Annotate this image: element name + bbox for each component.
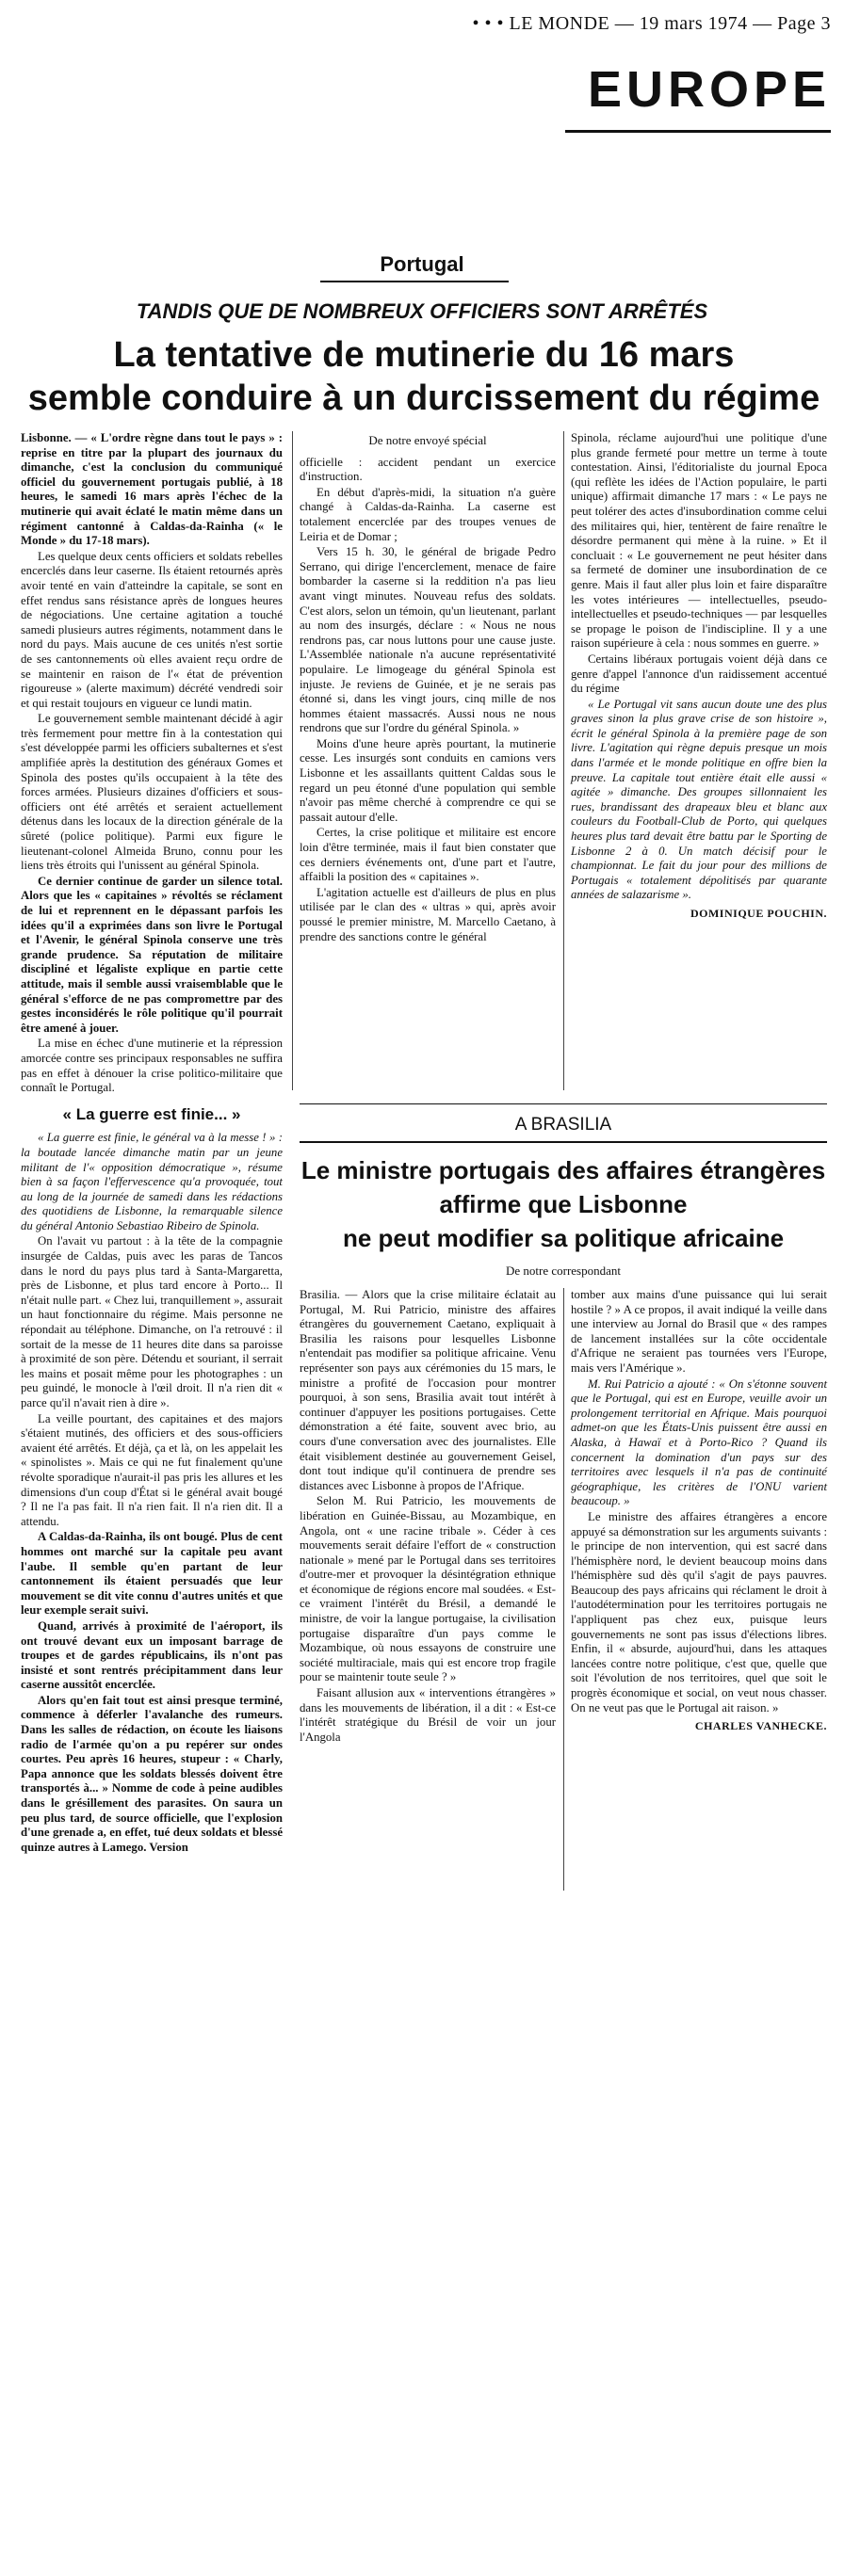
paragraph: Certains libéraux portugais voient déjà dans ce genre d'appel l'annonce d'un raidissement accentué du régime [571,652,827,696]
paragraph: Vers 15 h. 30, le général de brigade Pedro Serrano, qui dirige l'encerclement, menace de faire bombarder la caserne si la reddition n'a pas lieu avant vingt minutes. Nouveau refus des soldats. C'est alors, selon un témoin, qu'un lieutenant, parlant au nom des insurgés, déclare : « Nous ne nous rendrons pas, car nous luttons pour une cause juste. L'Assemblée nationale n'a aucune représentativité populaire. Le limogeage du général Spinola est injuste. Je reviens de Guinée, et je ne serais pas étonné si, dans les vingt jours, cinq mille de nos hommes étaient massacrés. Aussi nous ne nous rendrons que sur l'ordre du général Spinola. » [300,545,556,735]
article1-column-1 [21,431,283,1856]
paragraph: La mise en échec d'une mutinerie et la répression amorcée contre ses principaux responsables ne suffira pas en effet à dénouer la crise politico-militaire que connaît le Portugal. [21,1037,283,1095]
article2-byline: De notre correspondant [505,1264,621,1278]
column-divider [563,1288,564,1891]
paragraph: La veille pourtant, des capitaines et des majors s'étaient mutinés, des officiers et des sous-officiers avaient été arrêtés. Et déjà, ça et là, on les appelait les « spinolistes ». Mais ce qui ne fut finalement qu'une révolte sporadique n'aurait-il pas pris les allures et les dimensions d'un coup d'État si le général avait bougé ? Il ne l'a pas fait. Il n'a rien fait. Il n'a rien dit. Il a attendu. [21,1411,283,1528]
column-divider [563,431,564,1090]
paragraph: On l'avait vu partout : à la tête de la compagnie insurgée de Caldas, puis avec les paras de Tancos dans le nord du pays plus tard à Santa-Margaretta, près de Lisbonne, et plus tard encore à Porto... Il n'était nulle part. « Chez lui, tranquillement », assurait un haut fonctionnaire du régime. Mais personne ne répondait au téléphone. Dimanche, on l'a retrouvé : il sortait de la messe de 11 heures dite dans sa paroisse à proximité de son père. Détendu et souriant, il serrait les mains et posait même pour les photographes : un peu guindé, le monocle à l'œil droit. Il n'a rien dit « parce qu'il n'avait rien à dire ». [21,1234,283,1409]
paragraph: M. Rui Patricio a ajouté : « On s'étonne souvent que le Portugal, qui est en Europe, veuille avoir un prolongement territorial en Afrique. Mais pourquoi admet-on que les États-Unis puissent être aussi en Alaska, à Hawaï et à Porto-Rico ? Quand ils concernent la domination d'un pays sur des territoires avec lesquels il n'a pas de continuité géographique, les critères de l'ONU varient beaucoup. » [571,1377,827,1508]
article1-column-2 [300,431,556,945]
article2-headline-1: Le ministre portugais des affaires étrangères [300,1156,826,1184]
article2-column-1 [300,1288,556,1746]
paragraph: Le gouvernement semble maintenant décidé à agir très fermement pour mettre fin à la contestation qui s'est développée parmi les officiers subalternes et s'est amplifiée après la destitution des généraux Gomes et Spinola des postes qu'ils occupaient à la tête des forces armées. Plusieurs dizaines d'officiers et sous-officiers ont été arrêtés et seraient actuellement détenus dans les locaux de la direction générale de la sûreté (police politique). Parmi eux figure le lieutenant-colonel Almeida Bruno, connu pour les liens très étroits qui l'unissent au général Spinola. [21,712,283,873]
paragraph: Spinola, réclame aujourd'hui une politique d'une plus grande fermeté pour mettre un terme à toute contestation. Ainsi, l'éditorialiste du journal Epoca (qui reflète les idées de l'Action populaire, le parti unique) affirmait dimanche 17 mars : « Le pays ne peut tolérer des actes d'insubordination comme celui des militaires qui, hier, tentèrent de faire renaître le désordre permanent qui mène à la ruine. » Et il concluait : « Le gouvernement ne peut hésiter dans sa fermeté de dominer une insubordination de ce genre. Mais il faut aller plus loin et faire disparaître les votes intérieures — intellectuelles, pseudo-intellectuelles et pseudo-techniques — par lesquelles se propage le poison de l'indiscipline. Il y a une raison supérieure à cela : nous sommes en guerre. » [571,431,827,651]
kicker-rule [320,281,509,282]
paragraph: « Le Portugal vit sans aucun doute une des plus graves sinon la plus grave crise de son histoire », écrit le général Spinola à la première page de son livre. L'agitation qui règne depuis presque un mois dans l'armée et le monde politique en offre bien la preuve. La capitale tout entière était elle aussi « agitée » dimanche. Des groupes sillonnaient les rues, brandissant des drapeaux bleu et blanc aux couleurs du Football-Club de Porto, qui quelques heures plus tard devait être battu par le Sporting de Lisbonne 2 à 0. Un match décisif pour le championnat. Le fait du jour pour des millions de Portugais « totalement dépolitisés par quarante années de salazarisme ». [571,697,827,902]
article1-headline-2: semble conduire à un durcissement du régime [27,378,820,418]
running-head [15,8,831,45]
paragraph: Les quelque deux cents officiers et soldats rebelles encerclés dans leur caserne. Ils étaient retournés après avoir tenté en vain d'atteindre la capitale, se sont en effet rendus sans résistance après de longues heures de négociations. Une certaine agitation a touché samedi plusieurs autres régiments, notamment dans le nord du pays. Mais aucune de ces unités n'est sortie de ses cantonnements où elles avaient reçu ordre de se maintenir en raison de l'« état de prévention rigoureuse » (alerte maximum) décrété vendredi soir et qui restait toujours en vigueur ce lundi matin. [21,549,283,710]
article2-headline-3: ne peut modifier sa politique africaine [342,1224,785,1252]
article1-kicker: Portugal [380,252,464,276]
article2-headline-2: affirme que Lisbonne [439,1190,688,1218]
article2-kicker-rule [300,1141,827,1143]
paragraph: Moins d'une heure après pourtant, la mutinerie cesse. Les insurgés sont conduits en camions vers Lisbonne et les assaillants quittent Caldas sous le regard un peu étonné d'une population qui semble n'avoir pas même cherché à comprendre ce qui se passait autour d'elle. [300,736,556,824]
article2-body [300,1262,827,1286]
paragraph: En début d'après-midi, la situation n'a guère changé à Caldas-da-Rainha. La caserne est totalement encerclée par des troupes venues de Leiria et de Domar ; [300,485,556,543]
paragraph: officielle : accident pendant un exercice d'instruction. [300,455,556,484]
paragraph: tomber aux mains d'une puissance qui lui serait hostile ? » A ce propos, il avait indiqué la veille dans une interview au Jornal do Brasil que « des rampes de lancement installées sur la côte occidentale d'Afrique ne seraient pas tournées vers l'Europe, mais vers l'Amérique ». [571,1288,827,1375]
article1-column-3 [571,431,827,922]
column-divider [292,431,293,1090]
article1-byline: De notre envoyé spécial [368,433,487,447]
paragraph: Ce dernier continue de garder un silence total. Alors que les « capitaines » révoltés se réclament de lui et reprennent en le dépassant parfois les idées qu'il a exprimées dans son livre le Portugal et l'Avenir, le général Spinola conserve une très grande prudence. Sa réputation de militaire discipliné et légaliste explique en partie cette attitude, mais il semble aussi vraisemblable que le général s'efforce de ne pas compromettre par des gestes inconsidérés le rôle politique qu'il pourrait être amené à jouer. [21,874,283,1035]
paragraph: Selon M. Rui Patricio, les mouvements de libération en Guinée-Bissau, au Mozambique, en Angola, ont « une racine tribale ». Céder à ces mouvements serait défaire l'effort de « construction nationale » mené par le Portugal dans ses territoires d'outre-mer et provoquer la désintégration ethnique et économique de régions encore mal soudées. « Est-ce vraiment l'intérêt du Brésil, a demandé le ministre, de voir la langue portugaise, la civilisation portugaise disparaître d'un pays comme le Mozambique, où nous essayons de construire une société multiraciale, mais qui est encore trop fragile pour se maintenir toute seule ? » [300,1494,556,1684]
article1-deck: TANDIS QUE DE NOMBREUX OFFICIERS SONT ARRÊTÉS [136,299,708,323]
article1-headline-1: La tentative de mutinerie du 16 mars [113,335,735,375]
article1-lead: Lisbonne. — « L'ordre règne dans tout le pays » : reprise en titre par la plupart des journaux du dimanche, c'est la conclusion du communiqué officiel du gouvernement portugais publié, à 18 heures, le samedi 16 mars après l'échec de la mutinerie qui avait éclaté le matin même dans un régiment cantonné à Caldas-da-Rainha (« le Monde » du 17-18 mars). [21,431,283,548]
paragraph: L'agitation actuelle est d'ailleurs de plus en plus utilisée par le clan des « ultras » qui, après avoir poussé le premier ministre, M. Marcello Caetano, à prendre des sanctions contre le général [300,885,556,943]
paragraph: Alors qu'en fait tout est ainsi presque terminé, commence à déferler l'avalanche des rumeurs. Dans les salles de rédaction, on écoute les liaisons radio de l'armée qu'on a pu repérer sur ondes courtes. Peu après 16 heures, stupeur : « Charly, Papa annonce que les soldats blessés doivent être transportés à... » Nomme de code à peine audibles dans le grésillement des parasites. On saura un peu plus tard, de source officielle, que l'explosion d'une grenade a, en effet, tué deux soldats et blessé quinze autres à Lamego. Version [21,1693,283,1854]
section-rule [565,130,831,133]
article2-signature: CHARLES VANHECKE. [694,1719,827,1733]
article1-signature: DOMINIQUE POUCHIN. [690,907,827,920]
article2-column-2 [571,1288,827,1734]
section-title: EUROPE [587,61,831,118]
paragraph: Quand, arrivés à proximité de l'aéroport, ils ont trouvé devant eux un imposant barrage de troupes et de gardes républicains, ils n'ont pas insisté et sont rentrés précipitamment dans leur caserne aussitôt encerclée. [21,1618,283,1692]
paragraph: Le ministre des affaires étrangères a encore appuyé sa démonstration sur les arguments suivants : le principe de non intervention, qui est sacré dans l'hémisphère nord, le devient beaucoup moins dans l'hémisphère sud dès qu'il s'agit de pays pauvres. Beaucoup des pays africains qui réclament le droit à l'autodétermination pour les territoires portugais ne l'appliquent pas chez eux, puisque leurs gouvernements ne sont pas issus d'élections libres. Enfin, il « absurde, aujourd'hui, dans les attaques lancées contre notre politique, c'est que, quelle que soit l'évolution de nos territoires, quel que soit le progrès économique et social, on veut nous chasser. On ne veut pas que le Portugal ait raison. » [571,1509,827,1715]
paragraph: Certes, la crise politique et militaire est encore loin d'être terminée, mais il faut bien constater que ces derniers événements ont, d'une part et l'autre, affaibli la position des « capitaines ». [300,826,556,884]
paragraph: « La guerre est finie, le général va à la messe ! » : la boutade lancée dimanche matin par un jeune militant de l'« opposition démocratique », résume bien à sa façon l'effervescence qu'a provoquée, tout au long de la journée de samedi dans les rédactions des quotidiens de Lisbonne, la remarquable silence du général Antonio Sebastiao Ribeiro de Spinola. [21,1131,283,1232]
article1-subhead: « La guerre est finie... » [62,1104,241,1123]
paragraph: A Caldas-da-Rainha, ils ont bougé. Plus de cent hommes ont marché sur la capitale peu avant l'aube. Il semble qu'en partant de leur cantonnement ils étaient persuadés que leur mouvement se dit vite connu d'autres unités et que leur exemple serait suivi. [21,1530,283,1618]
article2-top-rule [300,1103,827,1104]
paragraph: Faisant allusion aux « interventions étrangères » dans les mouvements de libération, il a dit : « Est-ce l'intérêt stratégique du Brésil de voir un jour l'Angola [300,1686,556,1744]
article2-kicker: A BRASILIA [514,1115,612,1135]
paragraph: Brasilia. — Alors que la crise militaire éclatait au Portugal, M. Rui Patricio, ministre des affaires étrangères du gouvernement Caetano, expliquait à Brasilia les raisons pour lesquelles Lisbonne n'entendait pas modifier sa politique africaine. Venu représenter son pays aux cérémonies du 15 mars, le ministre a profité de l'occasion pour montrer pourquoi, à son sens, Brasilia avait tout intérêt à continuer d'appuyer les positions portugaises. Cette démonstration a été faite, souvent avec brio, au cours d'une conversation avec des journalistes. Elle était visiblement destinée au gouvernement Geisel, dont tout indique qu'il continuera de prendre ses distances avec Lisbonne à propos de l'Afrique. [300,1288,556,1492]
running-head-text: • • • LE MONDE — 19 mars 1974 — Page 3 [472,13,831,34]
